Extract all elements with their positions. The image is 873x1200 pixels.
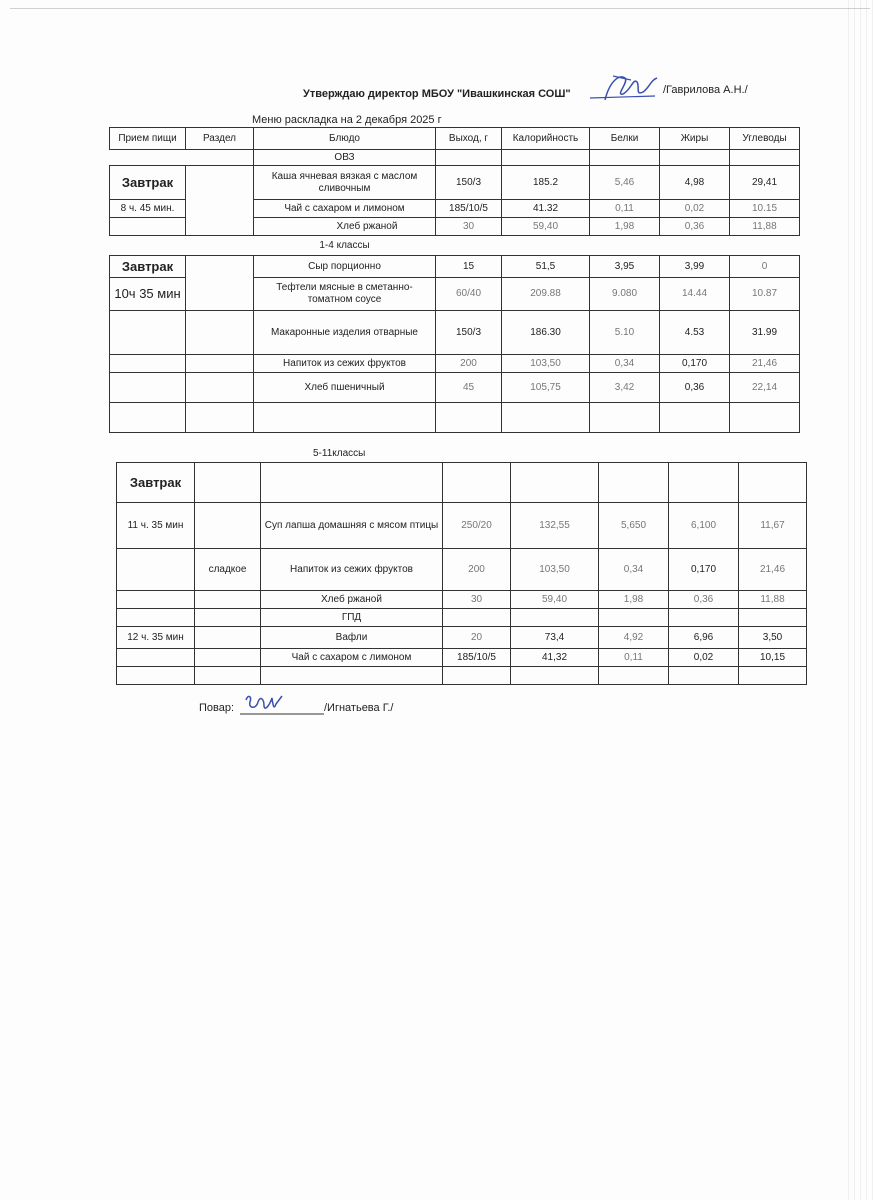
dish-name: Тефтели мясные в сметанно-томатном соусе	[254, 278, 436, 311]
protein-value: 9.080	[590, 278, 660, 311]
section-gpd: ГПД	[261, 609, 443, 627]
protein-value: 5,650	[599, 503, 669, 549]
kcal-value: 51,5	[502, 256, 590, 278]
table-row	[110, 256, 800, 278]
table-row	[117, 627, 807, 649]
protein-value: 1,98	[599, 591, 669, 609]
table-row	[117, 549, 807, 591]
fat-value: 4.53	[660, 311, 730, 355]
section-ovz: ОВЗ	[254, 150, 436, 166]
kcal-value: 185.2	[502, 166, 590, 200]
fat-value: 0,170	[669, 549, 739, 591]
kcal-value: 59,40	[511, 591, 599, 609]
dish-name: Вафли	[261, 627, 443, 649]
kcal-value: 209.88	[502, 278, 590, 311]
table-row	[110, 311, 800, 355]
col-fat: Жиры	[660, 128, 730, 150]
protein-value: 0,11	[599, 649, 669, 667]
meal-time: 10ч 35 мин	[110, 278, 186, 311]
cook-label: Повар:	[199, 702, 235, 714]
carbs-value: 11,88	[730, 218, 800, 236]
col-dish: Блюдо	[254, 128, 436, 150]
yield-value: 30	[443, 591, 511, 609]
fat-value: 6,96	[669, 627, 739, 649]
cook-signature	[238, 690, 328, 718]
protein-value: 3,42	[590, 373, 660, 403]
protein-value: 4,92	[599, 627, 669, 649]
yield-value: 250/20	[443, 503, 511, 549]
razdel-label: сладкое	[195, 549, 261, 591]
protein-value: 0,34	[599, 549, 669, 591]
table-row	[117, 649, 807, 667]
carbs-value: 10.87	[730, 278, 800, 311]
col-kcal: Калорийность	[502, 128, 590, 150]
fat-value: 0,02	[669, 649, 739, 667]
kcal-value: 103,50	[511, 549, 599, 591]
yield-value: 200	[443, 549, 511, 591]
section-row	[110, 236, 800, 256]
meal-time: 11 ч. 35 мин	[117, 503, 195, 549]
dish-name: Напиток из сежих фруктов	[261, 549, 443, 591]
dish-name: Каша ячневая вязкая с маслом сливочным	[254, 166, 436, 200]
carbs-value: 11,67	[739, 503, 807, 549]
fat-value: 3,99	[660, 256, 730, 278]
scan-edge	[10, 8, 870, 9]
table-row-empty	[117, 667, 807, 685]
kcal-value: 186.30	[502, 311, 590, 355]
yield-value: 30	[436, 218, 502, 236]
protein-value: 5.10	[590, 311, 660, 355]
meal-label: Завтрак	[110, 256, 186, 278]
fat-value: 0,36	[669, 591, 739, 609]
meal-label: Завтрак	[110, 166, 186, 200]
carbs-value: 10,15	[739, 649, 807, 667]
director-name: /Гаврилова А.Н./	[663, 84, 748, 96]
menu-title: Меню раскладка на 2 декабря 2025 г	[252, 114, 442, 126]
fat-value: 6,100	[669, 503, 739, 549]
scan-noise	[843, 0, 873, 1200]
section-row	[110, 150, 800, 166]
meal-time: 12 ч. 35 мин	[117, 627, 195, 649]
fat-value: 0,02	[660, 200, 730, 218]
dish-name: Сыр порционно	[254, 256, 436, 278]
section-5-11: 5-11классы	[313, 448, 366, 459]
fat-value: 14.44	[660, 278, 730, 311]
kcal-value: 73,4	[511, 627, 599, 649]
carbs-value: 21,46	[730, 355, 800, 373]
yield-value: 185/10/5	[436, 200, 502, 218]
yield-value: 150/3	[436, 311, 502, 355]
carbs-value: 29,41	[730, 166, 800, 200]
yield-value: 20	[443, 627, 511, 649]
protein-value: 0,34	[590, 355, 660, 373]
meal-time: 8 ч. 45 мин.	[110, 200, 186, 218]
yield-value: 15	[436, 256, 502, 278]
carbs-value: 0	[730, 256, 800, 278]
carbs-value: 22,14	[730, 373, 800, 403]
kcal-value: 132,55	[511, 503, 599, 549]
table-row	[117, 503, 807, 549]
table-row	[110, 355, 800, 373]
protein-value: 1,98	[590, 218, 660, 236]
dish-name: Суп лапша домашняя с мясом птицы	[261, 503, 443, 549]
dish-name: Напиток из сежих фруктов	[254, 355, 436, 373]
kcal-value: 103,50	[502, 355, 590, 373]
dish-name: Хлеб пшеничный	[254, 373, 436, 403]
protein-value: 3,95	[590, 256, 660, 278]
section-1-4: 1-4 классы	[319, 239, 370, 251]
table-row	[110, 373, 800, 403]
carbs-value: 10.15	[730, 200, 800, 218]
carbs-value: 3,50	[739, 627, 807, 649]
yield-value: 185/10/5	[443, 649, 511, 667]
dish-name: Макаронные изделия отварные	[254, 311, 436, 355]
dish-name: Чай с сахаром и лимоном	[254, 200, 436, 218]
fat-value: 4,98	[660, 166, 730, 200]
column-header-row	[110, 128, 800, 150]
col-yield: Выход, г	[436, 128, 502, 150]
col-carbs: Углеводы	[730, 128, 800, 150]
kcal-value: 59,40	[502, 218, 590, 236]
yield-value: 45	[436, 373, 502, 403]
kcal-value: 41.32	[502, 200, 590, 218]
col-meal: Прием пищи	[110, 128, 186, 150]
table-row-empty	[110, 403, 800, 433]
kcal-value: 41,32	[511, 649, 599, 667]
menu-table-primary	[109, 127, 800, 433]
protein-value: 0,11	[590, 200, 660, 218]
yield-value: 150/3	[436, 166, 502, 200]
yield-value: 200	[436, 355, 502, 373]
director-signature	[585, 70, 665, 104]
table-row	[117, 463, 807, 503]
carbs-value: 31.99	[730, 311, 800, 355]
table-row	[117, 591, 807, 609]
carbs-value: 11,88	[739, 591, 807, 609]
menu-table-secondary	[116, 462, 807, 685]
cook-name: /Игнатьева Г./	[324, 702, 394, 714]
dish-name: Хлеб ржаной	[254, 218, 436, 236]
protein-value: 5,46	[590, 166, 660, 200]
dish-name: Хлеб ржаной	[261, 591, 443, 609]
fat-value: 0,36	[660, 218, 730, 236]
section-row	[117, 609, 807, 627]
table-row	[110, 166, 800, 200]
fat-value: 0,36	[660, 373, 730, 403]
carbs-value: 21,46	[739, 549, 807, 591]
col-razdel: Раздел	[186, 128, 254, 150]
dish-name: Чай с сахаром с лимоном	[261, 649, 443, 667]
fat-value: 0,170	[660, 355, 730, 373]
meal-label: Завтрак	[117, 463, 195, 503]
kcal-value: 105,75	[502, 373, 590, 403]
yield-value: 60/40	[436, 278, 502, 311]
approval-text: Утверждаю директор МБОУ "Ивашкинская СОШ"	[303, 88, 571, 100]
col-protein: Белки	[590, 128, 660, 150]
